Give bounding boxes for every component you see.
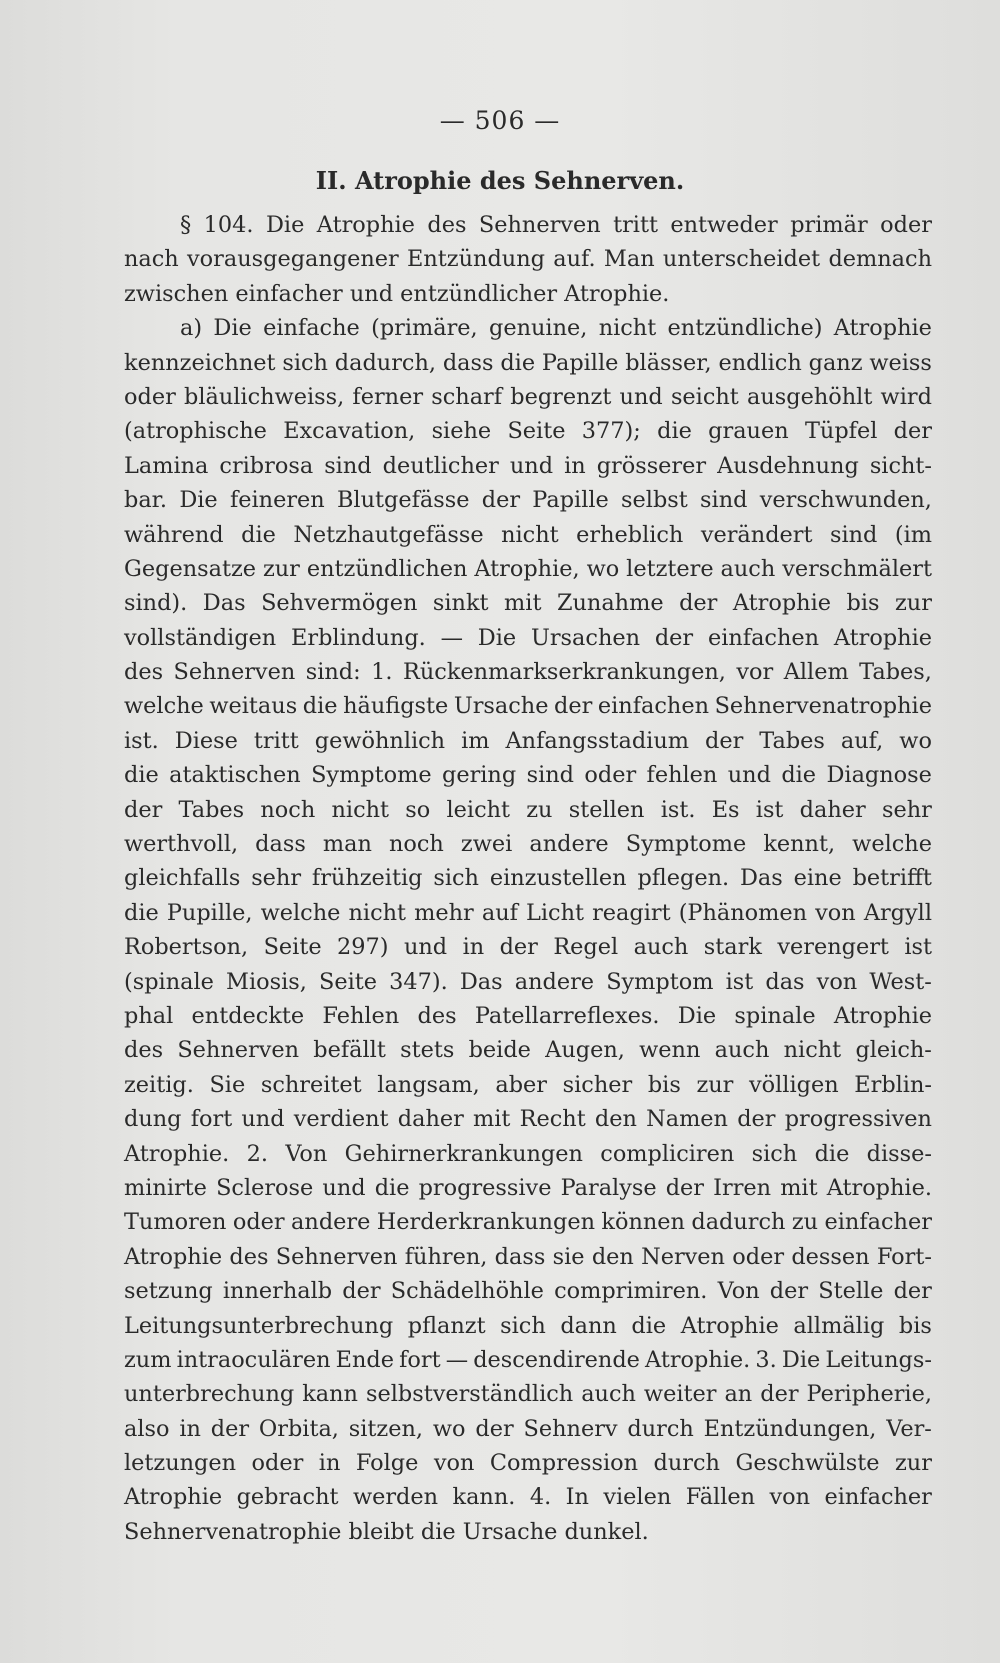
text-line: § 104. Die Atrophie des Sehnerven tritt entweder primär oder bbox=[180, 212, 932, 238]
text-line: oder bläulichweiss, ferner scharf begrenzt und seicht ausgehöhlt wird bbox=[124, 383, 932, 410]
text-line: des Sehnerven sind: 1. Rückenmarkserkrankungen, vor Allem Tabes, bbox=[124, 659, 932, 686]
page-number: — 506 — bbox=[439, 106, 561, 135]
text-line: kennzeichnet sich dadurch, dass die Papille blässer, endlich ganz weiss bbox=[124, 349, 932, 376]
text-line: zwischen einfacher und entzündlicher Atrophie. bbox=[124, 280, 670, 307]
text-line: Atrophie. 2. Von Gehirnerkrankungen compliciren sich die disse- bbox=[124, 1140, 932, 1167]
text-line: der Tabes noch nicht so leicht zu stellen ist. Es ist daher sehr bbox=[124, 796, 932, 823]
text-line: des Sehnerven befällt stets beide Augen, wenn auch nicht gleich- bbox=[124, 1037, 932, 1064]
text-line: die ataktischen Symptome gering sind oder fehlen und die Diagnose bbox=[124, 762, 932, 789]
text-line: Tumoren oder andere Herderkrankungen können dadurch zu einfacher bbox=[124, 1209, 932, 1236]
text-line: unterbrechung kann selbstverständlich auch weiter an der Peripherie, bbox=[124, 1381, 932, 1408]
text-line: minirte Sclerose und die progressive Paralyse der Irren mit Atrophie. bbox=[124, 1174, 932, 1201]
text-line: Leitungsunterbrechung pflanzt sich dann die Atrophie allmälig bis bbox=[124, 1312, 932, 1339]
text-line: letzungen oder in Folge von Compression durch Geschwülste zur bbox=[124, 1450, 932, 1477]
text-line: Atrophie gebracht werden kann. 4. In vielen Fällen von einfacher bbox=[124, 1484, 932, 1511]
text-line: a) Die einfache (primäre, genuine, nicht entzündliche) Atrophie bbox=[180, 315, 932, 342]
text-line: sind). Das Sehvermögen sinkt mit Zunahme der Atrophie bis zur bbox=[124, 590, 932, 617]
text-line: bar. Die feineren Blutgefässe der Papille selbst sind verschwunden, bbox=[124, 487, 932, 514]
text-line: zeitig. Sie schreitet langsam, aber sicher bis zur völligen Erblin- bbox=[124, 1071, 932, 1098]
text-line: ist. Diese tritt gewöhnlich im Anfangsstadium der Tabes auf, wo bbox=[124, 727, 932, 754]
text-line: Lamina cribrosa sind deutlicher und in grösserer Ausdehnung sicht- bbox=[124, 452, 932, 479]
text-line: die Pupille, welche nicht mehr auf Licht reagirt (Phänomen von Argyll bbox=[124, 899, 932, 926]
text-line: dung fort und verdient daher mit Recht den Namen der progressiven bbox=[124, 1106, 932, 1133]
text-line: werthvoll, dass man noch zwei andere Symptome kennt, welche bbox=[124, 831, 932, 858]
text-line: Gegensatze zur entzündlichen Atrophie, wo letztere auch verschmälert bbox=[124, 555, 932, 582]
text-line: Sehnervenatrophie bleibt die Ursache dunkel. bbox=[124, 1518, 649, 1545]
text-line: welche weitaus die häufigste Ursache der einfachen Sehnervenatrophie bbox=[124, 693, 932, 720]
body-text bbox=[124, 208, 932, 1549]
text-line: zum intraoculären Ende fort — descendirende Atrophie. 3. Die Leitungs- bbox=[124, 1346, 932, 1373]
text-line: Atrophie des Sehnerven führen, dass sie den Nerven oder dessen Fort- bbox=[124, 1243, 932, 1270]
text-line: nach vorausgegangener Entzündung auf. Man unterscheidet demnach bbox=[124, 246, 932, 273]
text-line: Robertson, Seite 297) und in der Regel auch stark verengert ist bbox=[124, 934, 932, 961]
text-line: setzung innerhalb der Schädelhöhle comprimiren. Von der Stelle der bbox=[124, 1278, 932, 1305]
text-line: (atrophische Excavation, siehe Seite 377); die grauen Tüpfel der bbox=[124, 418, 932, 445]
text-line: (spinale Miosis, Seite 347). Das andere Symptom ist das von West- bbox=[124, 968, 932, 995]
text-line: vollständigen Erblindung. — Die Ursachen der einfachen Atrophie bbox=[124, 624, 932, 651]
text-line: phal entdeckte Fehlen des Patellarreflexes. Die spinale Atrophie bbox=[124, 1002, 932, 1029]
text-line: gleichfalls sehr frühzeitig sich einzustellen pflegen. Das eine betrifft bbox=[124, 865, 932, 892]
text-line: also in der Orbita, sitzen, wo der Sehnerv durch Entzündungen, Ver- bbox=[124, 1415, 932, 1442]
section-title: II. Atrophie des Sehnerven. bbox=[315, 166, 685, 195]
text-line: während die Netzhautgefässe nicht erheblich verändert sind (im bbox=[124, 521, 932, 548]
